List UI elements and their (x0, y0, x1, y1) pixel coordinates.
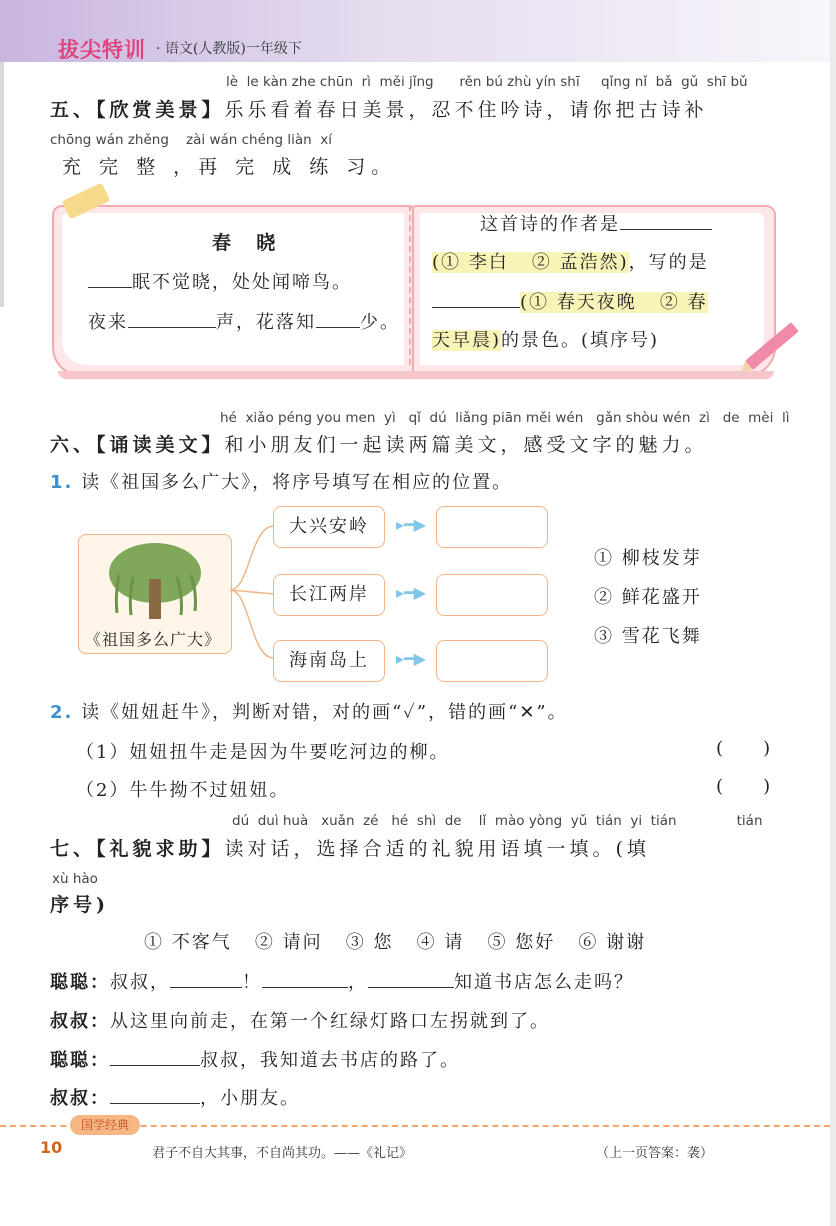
tree-caption: 《祖国多么广大》 (85, 630, 222, 649)
poem-title: 春 晓 (212, 232, 280, 254)
choice-list: ① 不客气 ② 请问 ③ 您 ④ 请 ⑤ 您好 ⑥ 谢谢 (144, 932, 647, 953)
blank-input[interactable] (368, 971, 454, 988)
section7-text: 读对话，选择合适的礼貌用语填一填。(填 (224, 838, 650, 860)
place-label: 长江两岸 (289, 584, 369, 605)
question-2 (50, 698, 568, 724)
speaker: 叔叔： (50, 1011, 110, 1032)
judge-item-2: （2）牛牛拗不过妞妞。 (76, 780, 290, 801)
place-label: 大兴安岭 (289, 516, 369, 537)
author-question (480, 210, 712, 236)
section6-text: 和小朋友们一起读两篇美文，感受文字的魅力。 (224, 434, 708, 456)
dialogue-line (50, 1046, 460, 1072)
question-text: 读《妞妞赶牛》，判断对错，对的画“✓”，错的画“✕”。 (81, 702, 568, 723)
question-text: 读《祖国多么广大》，将序号填写在相应的位置。 (81, 472, 513, 493)
poem-line-2 (88, 308, 400, 334)
author-options (432, 248, 709, 274)
option-item: ① 柳枝发芽 (594, 548, 702, 569)
pinyin-line: dú duì huà xuǎn zé hé shì de lǐ mào yòng yǔ tián yi tián tián (232, 813, 763, 829)
poem-text: 夜来 (88, 312, 128, 333)
section5-text-2: 充 完 整 ，再 完 成 练 习。 (62, 156, 397, 178)
section7-title: 七、【礼貌求助】 (50, 838, 225, 860)
poem-line-1-text: 眠不觉晓，处处闻啼鸟。 (132, 272, 352, 293)
season-options (432, 288, 708, 314)
book-bottom (58, 371, 774, 379)
brand-logo (58, 34, 146, 64)
arrow-right-icon: ▸━▶ (396, 649, 426, 668)
author-choices: (① 李白 ② 孟浩然) (432, 252, 629, 273)
previous-answer: （上一页答案：袭） (596, 1146, 714, 1161)
section6-title: 六、【诵读美文】 (50, 434, 225, 456)
option-item: ③ 雪花飞舞 (594, 626, 702, 647)
book-spine (409, 205, 411, 365)
place-box (273, 640, 385, 682)
blank-input[interactable] (128, 311, 216, 328)
section5-heading (50, 95, 708, 122)
place-box (273, 574, 385, 616)
season-choices: 天早晨) (432, 330, 502, 351)
arrow-right-icon: ▸━▶ (396, 515, 426, 534)
blank-input[interactable] (110, 1087, 200, 1104)
page-number: 10 (40, 1138, 63, 1157)
footer-quote: 君子不自大其事，不自尚其功。——《礼记》 (152, 1146, 413, 1161)
answer-box[interactable] (436, 640, 548, 682)
dialogue-text: ， (348, 972, 368, 993)
dialogue-text: ！ (242, 972, 262, 993)
question-number: 1. (50, 472, 74, 493)
judge-item-1: （1）妞妞扭牛走是因为牛要吃河边的柳。 (76, 742, 450, 763)
speaker: 聪聪： (50, 972, 110, 993)
section7-heading (50, 834, 650, 861)
question-number: 2. (50, 702, 74, 723)
blank-input[interactable] (170, 971, 242, 988)
subject-label: · 语文(人教版)一年级下 (156, 41, 302, 57)
blank-input[interactable] (432, 291, 520, 308)
section6-heading (50, 430, 708, 457)
willow-tree-icon (79, 535, 231, 625)
poem-text: 少。 (360, 312, 400, 333)
blank-input[interactable] (316, 311, 360, 328)
arrow-right-icon: ▸━▶ (396, 583, 426, 602)
side-rule (0, 62, 4, 307)
brand-part-b: 特训 (102, 38, 146, 62)
footer-tag: 国学经典 (70, 1115, 140, 1135)
answer-box[interactable] (436, 506, 548, 548)
poem-text: 声，花落知 (216, 312, 316, 333)
place-label: 海南岛上 (289, 650, 369, 671)
question-text: 这首诗的作者是 (480, 214, 620, 235)
answer-parentheses[interactable]: ( ) (716, 776, 771, 797)
pinyin-line: hé xiǎo péng you men yì qǐ dú liǎng piān měi wén gǎn shòu wén zì de mèi lì (220, 410, 790, 426)
section5-title: 五、【欣赏美景】 (50, 99, 225, 121)
dialogue-text: ，小朋友。 (200, 1088, 300, 1109)
blank-input[interactable] (88, 271, 132, 288)
pinyin-line: xù hào (52, 871, 98, 887)
answer-box[interactable] (436, 574, 548, 616)
blank-input[interactable] (262, 971, 348, 988)
brand-part-a: 拔尖 (58, 38, 102, 62)
pinyin-line: lè le kàn zhe chūn rì měi jǐng rěn bú zhù yín shī qǐng nǐ bǎ gǔ shī bǔ (226, 74, 748, 90)
season-choices: (① 春天夜晚 ② 春 (520, 292, 708, 313)
poem-line-1[interactable] (88, 268, 352, 294)
place-box (273, 506, 385, 548)
dialogue-text: 叔叔，我知道去书店的路了。 (200, 1050, 460, 1071)
section7-text-2: 序号) (50, 894, 109, 916)
answer-parentheses[interactable]: ( ) (716, 738, 771, 759)
dialogue-line (50, 1084, 300, 1110)
blank-input[interactable] (110, 1049, 200, 1066)
speaker: 叔叔： (50, 1088, 110, 1109)
pinyin-line: chōng wán zhěng zài wán chéng liàn xí (50, 132, 332, 148)
question-1 (50, 468, 512, 494)
question-text: 的景色。(填序号) (501, 330, 660, 351)
dialogue-line (50, 968, 634, 994)
dialogue-text: 叔叔， (110, 972, 170, 993)
speaker: 聪聪： (50, 1050, 110, 1071)
section5-text: 乐乐看着春日美景，忍不住吟诗，请你把古诗补 (224, 99, 708, 121)
dialogue-line (50, 1007, 550, 1033)
page-header (0, 0, 830, 62)
blank-input[interactable] (620, 213, 712, 230)
season-options-end (432, 326, 659, 352)
tree-illustration (78, 534, 232, 654)
dialogue-text: 知道书店怎么走吗？ (454, 972, 634, 993)
dialogue-text: 从这里向前走，在第一个红绿灯路口左拐就到了。 (110, 1011, 550, 1032)
option-item: ② 鲜花盛开 (594, 587, 702, 608)
question-text: ，写的是 (628, 252, 709, 273)
